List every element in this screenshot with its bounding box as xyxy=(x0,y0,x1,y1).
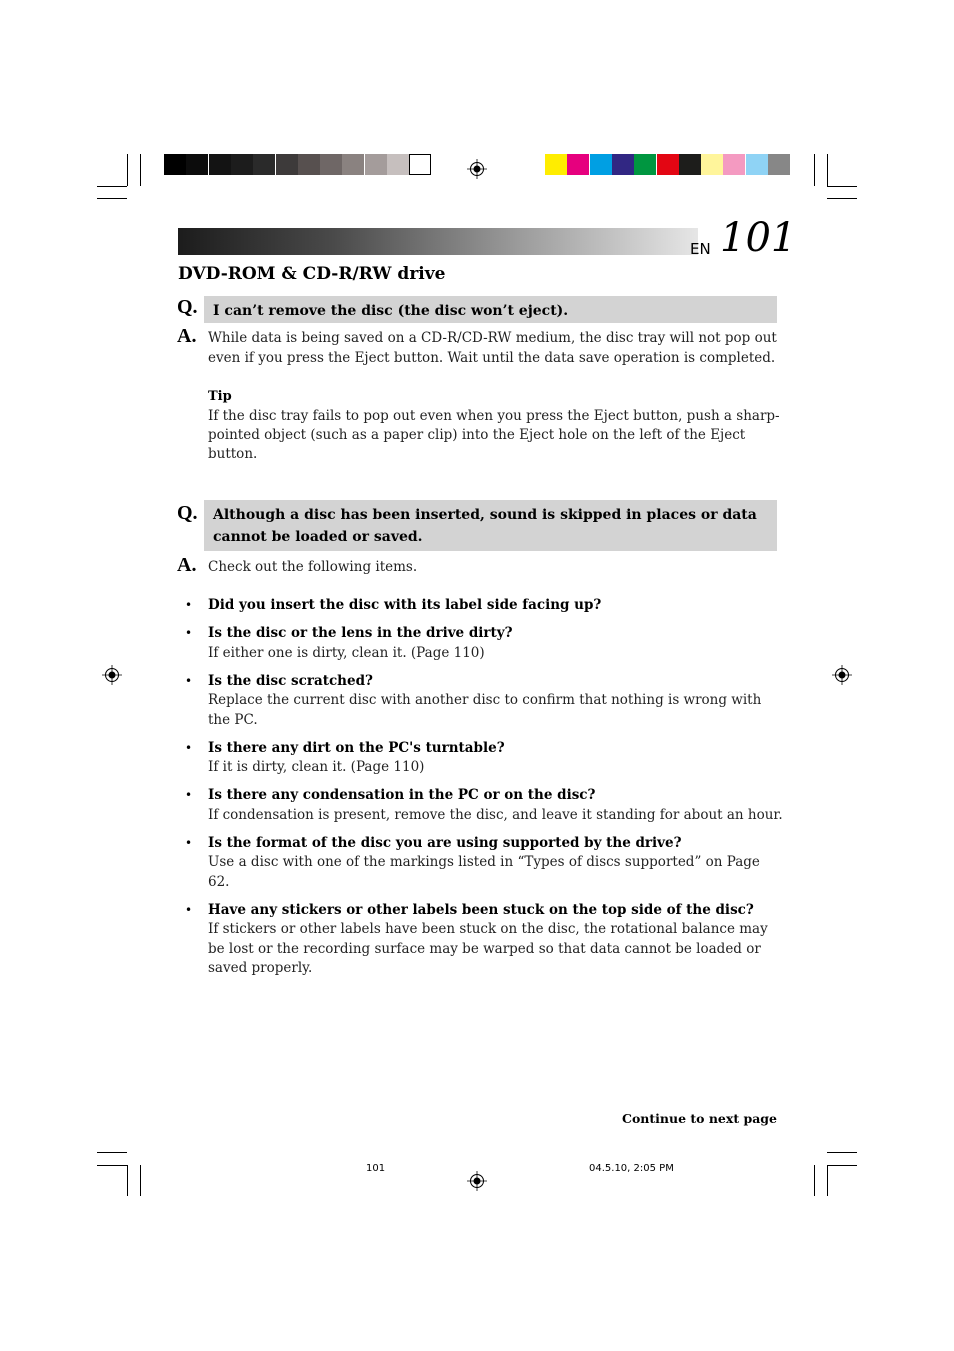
registration-mark-icon xyxy=(102,665,122,685)
bullet-icon: • xyxy=(185,740,193,755)
color-swatch xyxy=(679,154,701,175)
grayscale-swatch xyxy=(276,154,298,175)
checklist xyxy=(185,596,785,987)
color-swatch xyxy=(634,154,656,175)
color-swatch xyxy=(701,154,723,175)
question-text: Although a disc has been inserted, sound is skipped in places or data cannot be loaded or saved. xyxy=(213,507,757,545)
question-text: I can’t remove the disc (the disc won’t eject). xyxy=(213,303,569,319)
grayscale-swatch xyxy=(209,154,231,175)
bullet-icon: • xyxy=(185,902,193,917)
list-item-question: Is the disc or the lens in the drive dirty? xyxy=(208,625,513,641)
question-letter: Q. xyxy=(177,296,198,318)
page-number: 101 xyxy=(720,215,797,261)
list-item xyxy=(185,672,785,731)
crop-mark xyxy=(127,1165,128,1196)
list-item-detail: If condensation is present, remove the disc, and leave it standing for about an hour. xyxy=(208,806,783,823)
crop-mark xyxy=(827,1152,857,1153)
crop-mark xyxy=(814,154,815,186)
bullet-icon: • xyxy=(185,835,193,850)
question-box xyxy=(204,500,777,551)
bullet-icon: • xyxy=(185,788,193,802)
answer-letter: A. xyxy=(177,554,197,576)
tip-text: If the disc tray fails to pop out even when you press the Eject button, push a sharp-pointed object (such as a paper clip) into the Eject hole on the left of the Eject button. xyxy=(208,408,780,462)
list-item-detail: If either one is dirty, clean it. (Page 110) xyxy=(208,644,485,661)
grayscale-swatch xyxy=(409,154,431,175)
color-swatch xyxy=(723,154,745,175)
list-item-detail: If it is dirty, clean it. (Page 110) xyxy=(208,759,425,775)
grayscale-swatch xyxy=(231,154,253,175)
list-item-question: Is the disc scratched? xyxy=(208,672,373,689)
section-title: DVD-ROM & CD-R/RW drive xyxy=(178,264,446,284)
question-letter: Q. xyxy=(177,502,198,524)
registration-mark-icon xyxy=(832,665,852,685)
crop-mark xyxy=(97,198,127,199)
answer-text: While data is being saved on a CD-R/CD-RW medium, the disc tray will not pop out even if you press the Eject button. Wait until the data save operation is completed. xyxy=(208,330,777,366)
list-item-question: Is there any dirt on the PC's turntable? xyxy=(208,739,505,756)
color-swatch xyxy=(590,154,612,175)
list-item-question: Is there any condensation in the PC or on the disc? xyxy=(208,787,596,803)
crop-mark xyxy=(97,1152,127,1153)
grayscale-swatch xyxy=(298,154,320,175)
color-swatch xyxy=(612,154,634,175)
tip-block xyxy=(208,387,780,464)
color-swatch xyxy=(567,154,589,175)
color-swatch xyxy=(545,154,567,175)
grayscale-swatch xyxy=(387,154,409,175)
footer-page: 101 xyxy=(366,1163,386,1174)
list-item xyxy=(185,834,785,893)
tip-label: Tip xyxy=(208,389,232,404)
grayscale-swatch xyxy=(186,154,208,175)
color-swatch xyxy=(657,154,679,175)
crop-mark xyxy=(827,186,857,187)
list-item xyxy=(185,739,785,778)
crop-mark xyxy=(97,186,127,187)
color-swatch xyxy=(746,154,768,175)
registration-mark-icon xyxy=(467,159,487,179)
grayscale-swatch xyxy=(253,154,275,175)
color-swatch xyxy=(768,154,790,175)
crop-mark xyxy=(140,154,141,186)
grayscale-swatch xyxy=(365,154,387,175)
list-item-question: Have any stickers or other labels been stuck on the top side of the disc? xyxy=(208,901,754,918)
list-item xyxy=(185,596,785,616)
crop-mark xyxy=(827,154,828,186)
registration-mark-icon xyxy=(467,1171,487,1191)
grayscale-swatch xyxy=(164,154,186,175)
continue-text: Continue to next page xyxy=(622,1111,777,1126)
grayscale-swatch xyxy=(342,154,364,175)
answer-letter: A. xyxy=(177,325,197,347)
language-label: EN xyxy=(690,240,711,258)
list-item-question: Is the format of the disc you are using supported by the drive? xyxy=(208,834,682,851)
list-item-detail: Use a disc with one of the markings listed in “Types of discs supported” on Page 62. xyxy=(208,854,760,890)
list-item xyxy=(185,901,785,979)
crop-mark xyxy=(814,1165,815,1196)
crop-mark xyxy=(97,1165,127,1166)
crop-mark xyxy=(827,1165,828,1196)
crop-mark xyxy=(827,198,857,199)
bullet-icon: • xyxy=(185,598,193,612)
crop-mark xyxy=(127,154,128,186)
header-gradient-bar xyxy=(178,228,698,255)
answer-text: Check out the following items. xyxy=(208,559,418,575)
bullet-icon: • xyxy=(185,673,193,688)
crop-mark xyxy=(827,1165,857,1166)
list-item xyxy=(185,624,785,663)
bullet-icon: • xyxy=(185,626,193,640)
question-box xyxy=(204,296,777,323)
list-item-detail: If stickers or other labels have been stuck on the disc, the rotational balance may be lost or the recording surface may be warped so that data cannot be loaded or saved properly. xyxy=(208,921,768,976)
list-item xyxy=(185,786,785,825)
list-item-question: Did you insert the disc with its label side facing up? xyxy=(208,597,602,613)
grayscale-swatch xyxy=(320,154,342,175)
list-item-detail: Replace the current disc with another disc to confirm that nothing is wrong with the PC. xyxy=(208,692,762,728)
crop-mark xyxy=(140,1165,141,1196)
footer-timestamp: 04.5.10, 2:05 PM xyxy=(589,1163,674,1174)
